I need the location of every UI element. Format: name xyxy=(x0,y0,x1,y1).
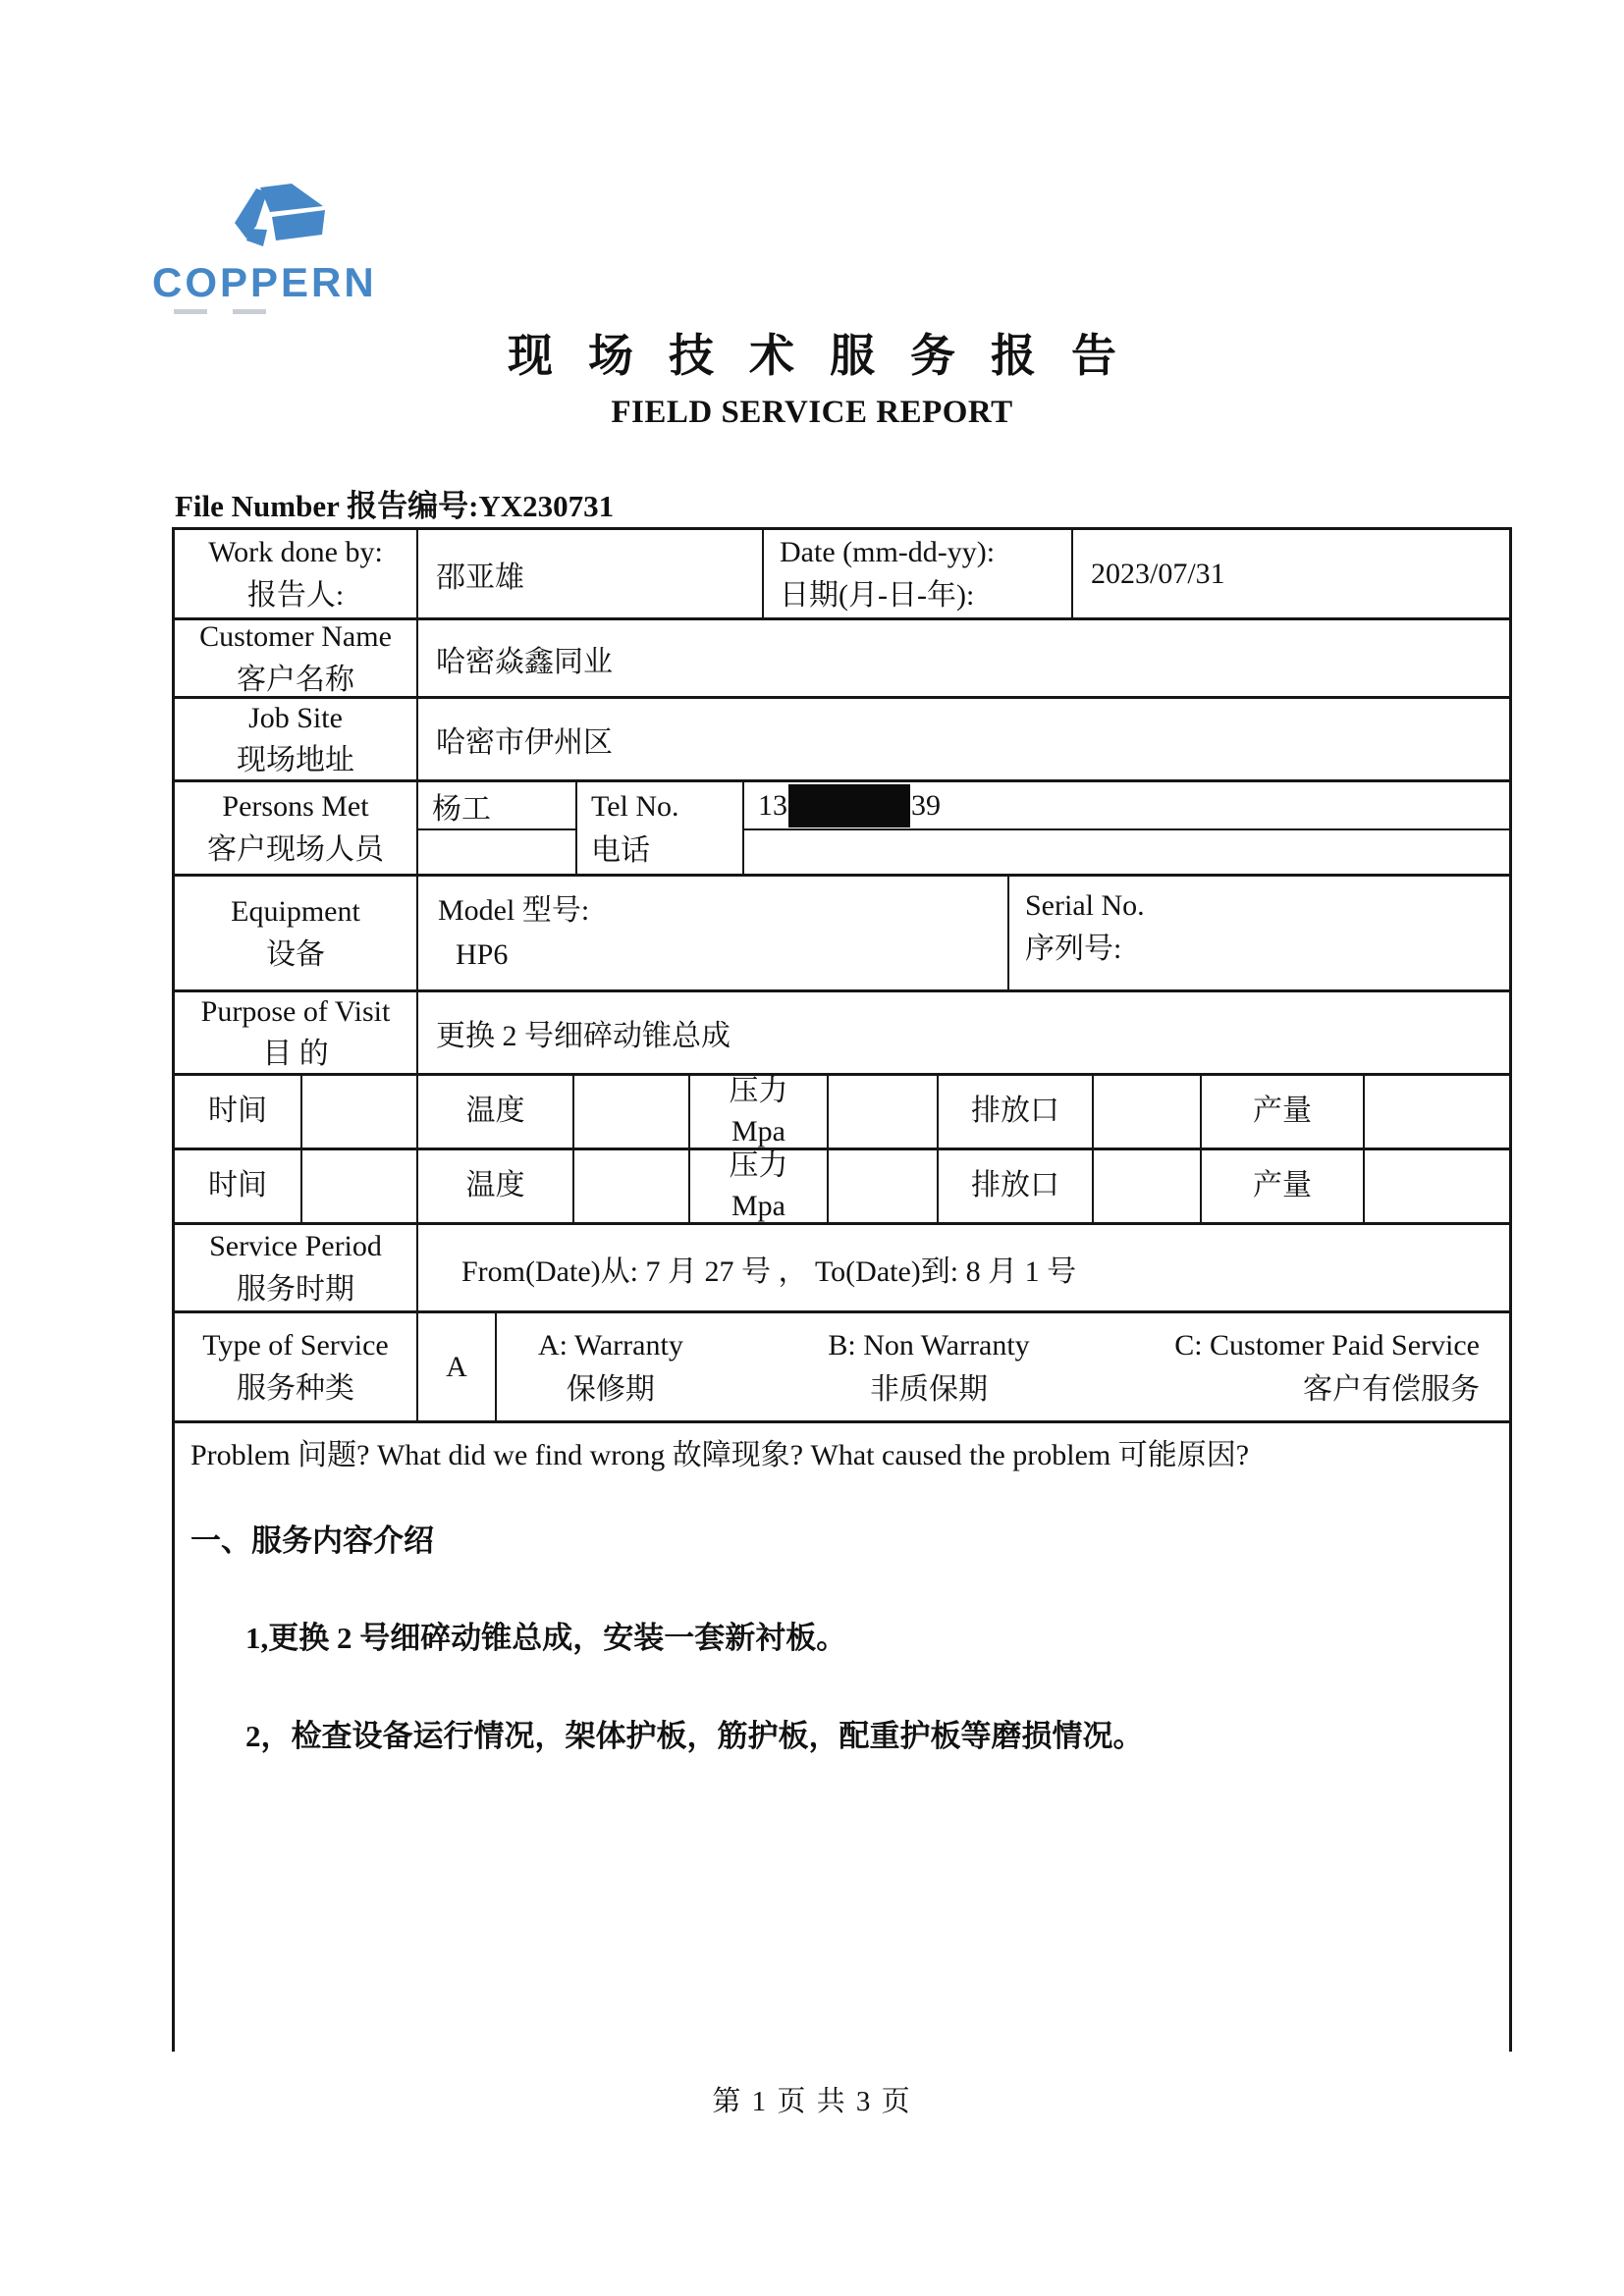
service-period-label: Service Period 服务时期 xyxy=(175,1225,418,1310)
time-label: 时间 xyxy=(175,1076,302,1148)
rock-icon xyxy=(220,182,340,258)
tel-values xyxy=(744,782,1509,874)
option-non-warranty: B: Non Warranty 非质保期 xyxy=(828,1328,1030,1406)
date-label: Date (mm-dd-yy): 日期(月-日-年): xyxy=(764,530,1073,617)
output-value xyxy=(1365,1150,1509,1222)
file-number: File Number 报告编号:YX230731 xyxy=(175,489,615,523)
date-value: 2023/07/31 xyxy=(1091,557,1225,590)
serial-cell xyxy=(1009,877,1509,989)
type-of-service-label: Type of Service 服务种类 xyxy=(175,1313,418,1420)
report-table xyxy=(172,527,1512,2052)
outlet-label: 排放口 xyxy=(939,1076,1094,1148)
person-1: 杨工 xyxy=(418,782,575,830)
work-done-by-label: Work done by: 报告人: xyxy=(175,530,418,617)
tel-label: Tel No. 电话 xyxy=(577,782,744,874)
temp-label: 温度 xyxy=(418,1076,574,1148)
problem-cell xyxy=(175,1423,1509,2052)
problem-header: Problem 问题? What did we find wrong 故障现象? What caused the problem 可能原因? xyxy=(190,1439,1250,1471)
outlet-value xyxy=(1094,1150,1202,1222)
pressure-label: 压力 Mpa xyxy=(690,1076,829,1148)
row-equipment xyxy=(175,877,1509,992)
pressure-value xyxy=(829,1150,939,1222)
temp-value xyxy=(574,1150,690,1222)
option-customer-paid: C: Customer Paid Service 客户有偿服务 xyxy=(1174,1328,1480,1406)
row-service-period xyxy=(175,1225,1509,1313)
row-purpose xyxy=(175,992,1509,1076)
person-2 xyxy=(418,830,575,874)
output-label: 产量 xyxy=(1202,1076,1365,1148)
outlet-label: 排放口 xyxy=(939,1150,1094,1222)
tel-1: 13 39 xyxy=(744,782,1509,830)
service-period-value: From(Date)从: 7 月 27 号 ， To(Date)到: 8 月 1 号 xyxy=(461,1255,1077,1288)
problem-item-1: 1,更换 2 号细碎动锥总成，安装一套新衬板。 xyxy=(245,1621,847,1656)
model-value: HP6 xyxy=(456,938,509,971)
customer-name-value: 哈密焱鑫同业 xyxy=(436,645,613,678)
job-site-label: Job Site 现场地址 xyxy=(175,699,418,779)
serial-label-zh: 序列号: xyxy=(1025,932,1122,965)
row-work-done-by xyxy=(175,530,1509,620)
row-type-of-service xyxy=(175,1313,1509,1423)
problem-section-title: 一、服务内容介绍 xyxy=(190,1523,434,1558)
type-of-service-selected: A xyxy=(418,1313,497,1420)
job-site-value: 哈密市伊州区 xyxy=(436,726,613,759)
phone-redaction-bar xyxy=(788,784,910,828)
purpose-label: Purpose of Visit 目 的 xyxy=(175,992,418,1073)
persons-met-label: Persons Met 客户现场人员 xyxy=(175,782,418,874)
output-label: 产量 xyxy=(1202,1150,1365,1222)
output-value xyxy=(1365,1076,1509,1148)
temp-value xyxy=(574,1076,690,1148)
row-problem xyxy=(175,1423,1509,2052)
company-logo xyxy=(152,182,407,315)
serial-label-en: Serial No. xyxy=(1025,889,1145,922)
pressure-label: 压力 Mpa xyxy=(690,1150,829,1222)
equipment-label: Equipment 设备 xyxy=(175,877,418,989)
outlet-value xyxy=(1094,1076,1202,1148)
model-label: Model 型号: xyxy=(438,894,590,927)
customer-name-label: Customer Name 客户名称 xyxy=(175,620,418,696)
time-label: 时间 xyxy=(175,1150,302,1222)
report-title-en: FIELD SERVICE REPORT xyxy=(611,395,1013,430)
persons-met-names xyxy=(418,782,577,874)
brand-name: COPPERN xyxy=(152,259,377,305)
row-job-site xyxy=(175,699,1509,782)
type-of-service-options xyxy=(497,1313,1509,1420)
temp-label: 温度 xyxy=(418,1150,574,1222)
row-readings-2 xyxy=(175,1150,1509,1225)
report-title-zh: 现场技术服务报告 xyxy=(508,331,1152,381)
pressure-value xyxy=(829,1076,939,1148)
time-value xyxy=(302,1076,418,1148)
page-number: 第 1 页 共 3 页 xyxy=(712,2086,912,2117)
logo-tagline-marks xyxy=(152,309,407,315)
tel-2 xyxy=(744,830,1509,874)
row-persons-met xyxy=(175,782,1509,877)
work-done-by-value: 邵亚雄 xyxy=(418,530,764,617)
problem-item-2: 2，检查设备运行情况，架体护板，筋护板，配重护板等磨损情况。 xyxy=(245,1718,1144,1753)
row-customer-name xyxy=(175,620,1509,699)
purpose-value: 更换 2 号细碎动锥总成 xyxy=(436,1020,731,1052)
option-warranty: A: Warranty 保修期 xyxy=(538,1328,683,1406)
row-readings-1 xyxy=(175,1076,1509,1150)
time-value xyxy=(302,1150,418,1222)
model-cell xyxy=(418,877,1009,989)
